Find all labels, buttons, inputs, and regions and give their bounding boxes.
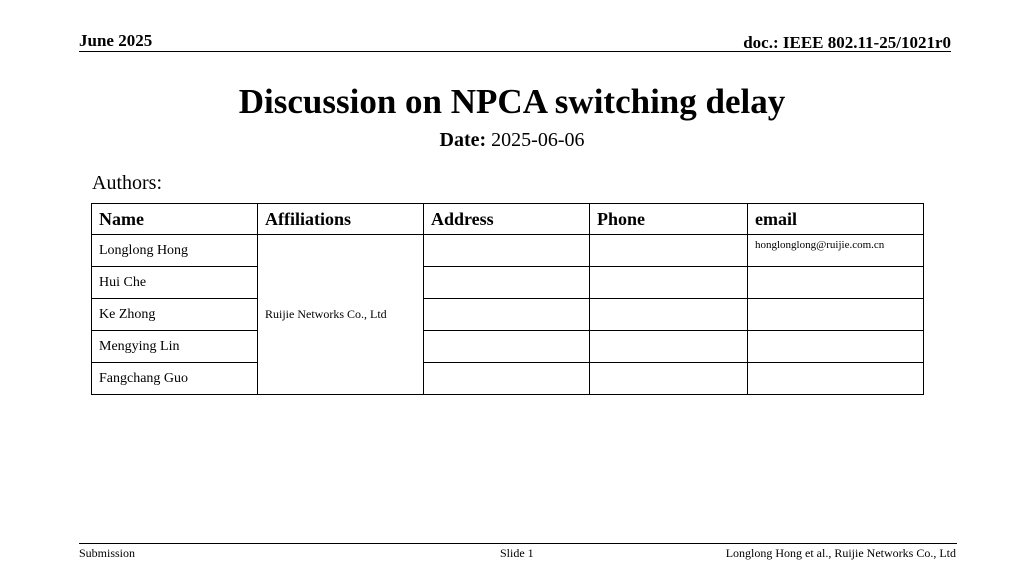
header-doc-id: doc.: IEEE 802.11-25/1021r0 [743, 33, 951, 52]
header-affiliations: Affiliations [258, 204, 424, 235]
author-phone [590, 267, 748, 299]
footer-slide-number: Slide 1 [500, 546, 534, 560]
footer-submission: Submission [79, 546, 136, 560]
header-phone: Phone [590, 204, 748, 235]
author-phone [590, 331, 748, 363]
slide-title: Discussion on NPCA switching delay [238, 82, 786, 121]
author-affiliation: Ruijie Networks Co., Ltd [258, 235, 424, 395]
author-email [748, 331, 924, 363]
table-header-row [92, 204, 924, 235]
footer-authors: Longlong Hong et al., Ruijie Networks Co., Ltd [725, 546, 956, 560]
header-address: Address [424, 204, 590, 235]
author-address [424, 363, 590, 395]
author-email [748, 267, 924, 299]
author-phone [590, 299, 748, 331]
table-row [92, 267, 924, 299]
table-row [92, 331, 924, 363]
author-address [424, 235, 590, 267]
header-date: June 2025 [79, 31, 153, 50]
author-name: Fangchang Guo [92, 363, 258, 395]
header-email: email [748, 204, 924, 235]
header-divider [79, 51, 951, 52]
authors-table [91, 203, 924, 395]
author-email [748, 363, 924, 395]
author-name: Mengying Lin [92, 331, 258, 363]
date-label: Date: [439, 129, 487, 151]
date-value: 2025-06-06 [491, 129, 585, 151]
author-address [424, 299, 590, 331]
table-row [92, 235, 924, 267]
author-address [424, 331, 590, 363]
author-name: Ke Zhong [92, 299, 258, 331]
author-address [424, 267, 590, 299]
author-name: Hui Che [92, 267, 258, 299]
table-row [92, 363, 924, 395]
authors-label: Authors: [92, 172, 162, 194]
author-email: honglonglong@ruijie.com.cn [748, 235, 924, 267]
table-row [92, 299, 924, 331]
author-phone [590, 235, 748, 267]
author-phone [590, 363, 748, 395]
header-name: Name [92, 204, 258, 235]
date-line [0, 129, 1024, 152]
author-email [748, 299, 924, 331]
footer-divider [79, 543, 957, 544]
author-name: Longlong Hong [92, 235, 258, 267]
